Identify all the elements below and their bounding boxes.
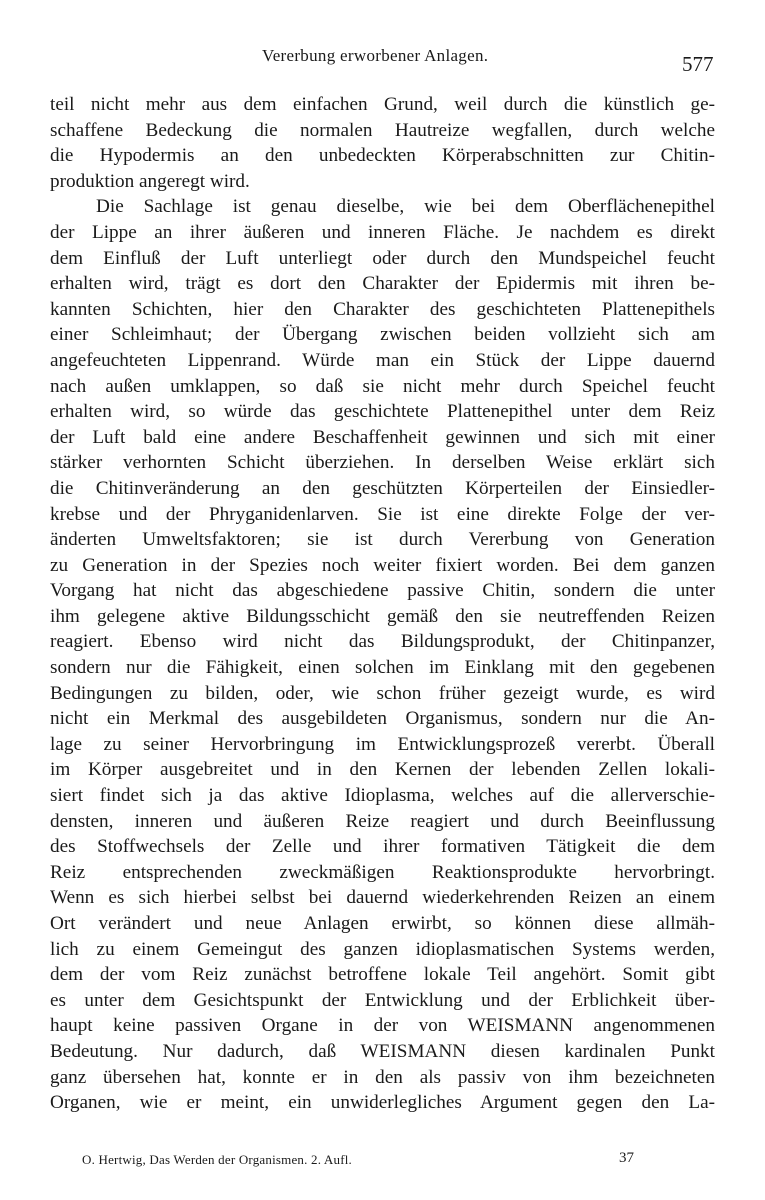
text-line: der Lippe an ihrer äußeren und inneren Fläche. Je nachdem es direkt — [50, 221, 715, 243]
paragraph — [50, 92, 715, 194]
page-number: 577 — [682, 52, 714, 76]
text-line: Bedingungen zu bilden, oder, wie schon früher gezeigt wurde, es wird — [50, 682, 715, 704]
page-footer — [0, 1146, 765, 1176]
text-line: die Hypodermis an den unbedeckten Körperabschnitten zur Chitin- — [50, 145, 715, 167]
text-line: erhalten wird, so würde das geschichtete Plattenepithel unter dem Reiz — [50, 401, 715, 423]
text-line: nicht ein Merkmal des ausgebildeten Organismus, sondern nur die An- — [50, 708, 715, 730]
text-line: schaffene Bedeckung die normalen Hautreize wegfallen, durch welche — [50, 119, 715, 141]
text-line: sondern nur die Fähigkeit, einen solchen im Einklang mit den gegebenen — [50, 657, 715, 679]
text-line: angefeuchteten Lippenrand. Würde man ein Stück der Lippe dauernd — [50, 349, 715, 371]
text-line: änderten Umweltsfaktoren; sie ist durch Vererbung von Generation — [50, 529, 715, 551]
text-line: ihm gelegene aktive Bildungsschicht gemäß den sie neutreffenden Reizen — [50, 605, 715, 627]
text-line: die Chitinveränderung an den geschützten Körperteilen der Einsiedler- — [50, 477, 715, 499]
text-line: erhalten wird, trägt es dort den Charakter der Epidermis mit ihren be- — [50, 273, 715, 295]
text-line: densten, inneren und äußeren Reize reagiert und durch Beeinflussung — [50, 810, 715, 832]
text-line: Reiz entsprechenden zweckmäßigen Reaktionsprodukte hervorbringt. — [50, 861, 715, 883]
text-line: lage zu seiner Hervorbringung im Entwicklungsprozeß vererbt. Überall — [50, 733, 715, 755]
footer-author-line: O. Hertwig, Das Werden der Organismen. 2. Aufl. — [82, 1152, 352, 1167]
paragraph — [50, 194, 715, 1115]
text-line: Bedeutung. Nur dadurch, daß WEISMANN diesen kardinalen Punkt — [50, 1040, 715, 1062]
body-text — [50, 92, 715, 1116]
text-line: kannten Schichten, hier den Charakter des geschichteten Plattenepithels — [50, 298, 715, 320]
text-line: lich zu einem Gemeingut des ganzen idioplasmatischen Systems werden, — [50, 938, 715, 960]
text-line: der Luft bald eine andere Beschaffenheit gewinnen und sich mit einer — [50, 426, 715, 448]
text-line: teil nicht mehr aus dem einfachen Grund, weil durch die künstlich ge- — [50, 94, 715, 115]
footer-signature-mark: 37 — [619, 1150, 634, 1166]
text-line: einer Schleimhaut; der Übergang zwischen beiden vollzieht sich am — [50, 324, 715, 346]
text-line: es unter dem Gesichtspunkt der Entwicklung und der Erblichkeit über- — [50, 989, 715, 1011]
text-line: produktion angeregt wird. — [50, 170, 250, 192]
text-line: haupt keine passiven Organe in der von WEISMANN angenommenen — [50, 1015, 715, 1037]
text-line: stärker verhornten Schicht überziehen. In derselben Weise erklärt sich — [50, 452, 715, 474]
text-line: des Stoffwechsels der Zelle und ihrer formativen Tätigkeit die dem — [50, 836, 715, 858]
text-line: ganz übersehen hat, konnte er in den als passiv von ihm bezeichneten — [50, 1066, 715, 1088]
running-title: Vererbung erworbener Anlagen. — [262, 46, 489, 65]
text-line: nach außen umklappen, so daß sie nicht mehr durch Speichel feucht — [50, 375, 715, 397]
text-line: Die Sachlage ist genau dieselbe, wie bei dem Oberflächenepithel — [96, 196, 715, 218]
text-line: siert findet sich ja das aktive Idioplasma, welches auf die allerverschie- — [50, 785, 715, 807]
text-line: Organen, wie er meint, ein unwiderlegliches Argument gegen den La- — [50, 1092, 715, 1114]
text-line: Wenn es sich hierbei selbst bei dauernd wiederkehrenden Reizen an einem — [50, 887, 715, 909]
text-line: zu Generation in der Spezies noch weiter fixiert worden. Bei dem ganzen — [50, 554, 715, 576]
paragraph-container — [50, 92, 715, 1116]
text-line: Ort verändert und neue Anlagen erwirbt, so können diese allmäh- — [50, 913, 715, 934]
text-line: krebse und der Phryganidenlarven. Sie ist eine direkte Folge der ver- — [50, 503, 715, 525]
text-line: reagiert. Ebenso wird nicht das Bildungsprodukt, der Chitinpanzer, — [50, 631, 715, 653]
text-line: dem Einfluß der Luft unterliegt oder durch den Mundspeichel feucht — [50, 247, 715, 269]
running-head — [0, 40, 765, 80]
text-line: dem der vom Reiz zunächst betroffene lokale Teil angehört. Somit gibt — [50, 964, 715, 986]
text-line: im Körper ausgebreitet und in den Kernen der lebenden Zellen lokali- — [50, 759, 715, 781]
text-line: Vorgang hat nicht das abgeschiedene passive Chitin, sondern die unter — [50, 580, 715, 602]
